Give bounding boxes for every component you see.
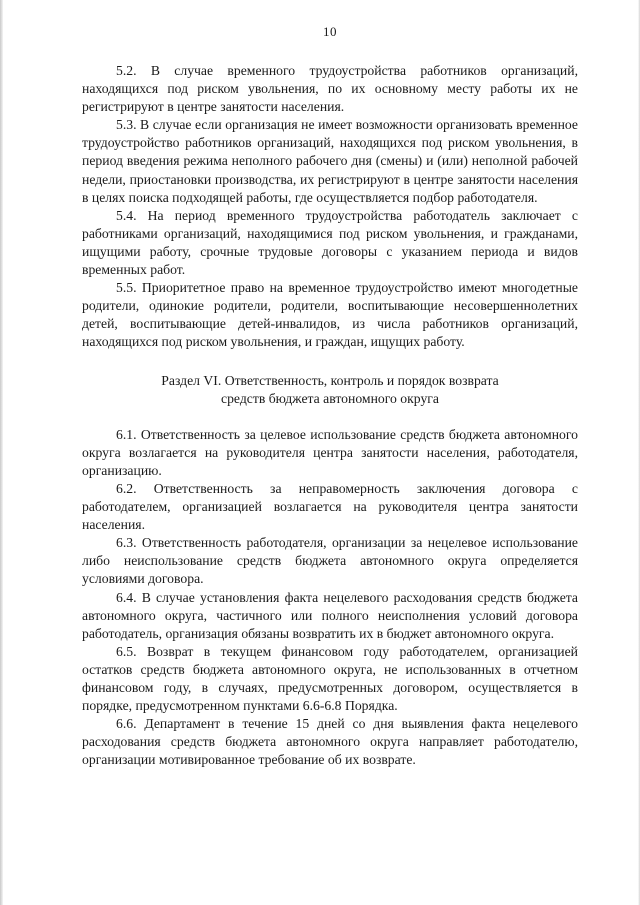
document-page — [82, 24, 578, 769]
paragraph-6-2: 6.2. Ответственность за неправомерность заключения договора с работодателем, организацией возлагается на руководителя центра занятости населения. — [82, 480, 578, 533]
paragraph-6-1: 6.1. Ответственность за целевое использование средств бюджета автономного округа возлагается на руководителя центра занятости населения, работодателя, организацию. — [82, 426, 578, 478]
section-heading-line-2: средств бюджета автономного округа — [221, 390, 439, 406]
section-heading — [82, 372, 578, 408]
scan-edge-left — [0, 0, 3, 905]
paragraph-6-6: 6.6. Департамент в течение 15 дней со дня выявления факта нецелевого расходования средств бюджета автономного округа направляет работодателю, организации мотивированное требование об их возврате. — [82, 716, 578, 768]
paragraph-5-2: 5.2. В случае временного трудоустройства работников организаций, находящихся под риском увольнения, по их основному месту работы их не регистрируют в центре занятости населения. — [82, 63, 578, 115]
paragraph-6-5: 6.5. Возврат в текущем финансовом году работодателем, организацией остатков средств бюджета автономного округа, не использованных в отчетном финансовом году, в случаях, предусмотренных договором, осуществляется в порядке, предусмотренном пунктами 6.6-6.8 Порядка. — [82, 643, 578, 714]
paragraph-5-3: 5.3. В случае если организация не имеет возможности организовать временное трудоустройство работников организаций, находящихся под риском увольнения, в период введения режима неполного рабочего дня (смены) и (или) неполной рабочей недели, приостановки производства, их регистрируют в центре занятости населения в целях поиска подходящей работы, где осуществляется подбор работодателя. — [82, 117, 578, 205]
paragraph-5-4: 5.4. На период временного трудоустройства работодатель заключает с работниками организаций, находящимися под риском увольнения, и гражданами, ищущими работу, срочные трудовые договоры с указанием периода и видов временных работ. — [82, 207, 578, 278]
page-number: 10 — [323, 24, 337, 39]
section-heading-line-1: Раздел VI. Ответственность, контроль и порядок возврата — [161, 372, 499, 388]
paragraph-6-4: 6.4. В случае установления факта нецелевого расходования средств бюджета автономного округа, частичного или полного неисполнения условий договора работодатель, организация обязаны возвратить их в бюджет автономного округа. — [82, 589, 578, 641]
paragraph-6-3: 6.3. Ответственность работодателя, организации за нецелевое использование либо неиспользование средств бюджета автономного округа определяется условиями договора. — [82, 535, 578, 587]
paragraph-5-5: 5.5. Приоритетное право на временное трудоустройство имеют многодетные родители, одинокие родители, родители, воспитывающие несовершеннолетних детей, воспитывающие детей-инвалидов, из числа работников организаций, находящихся под риском увольнения, и граждан, ищущих работу. — [82, 280, 578, 350]
